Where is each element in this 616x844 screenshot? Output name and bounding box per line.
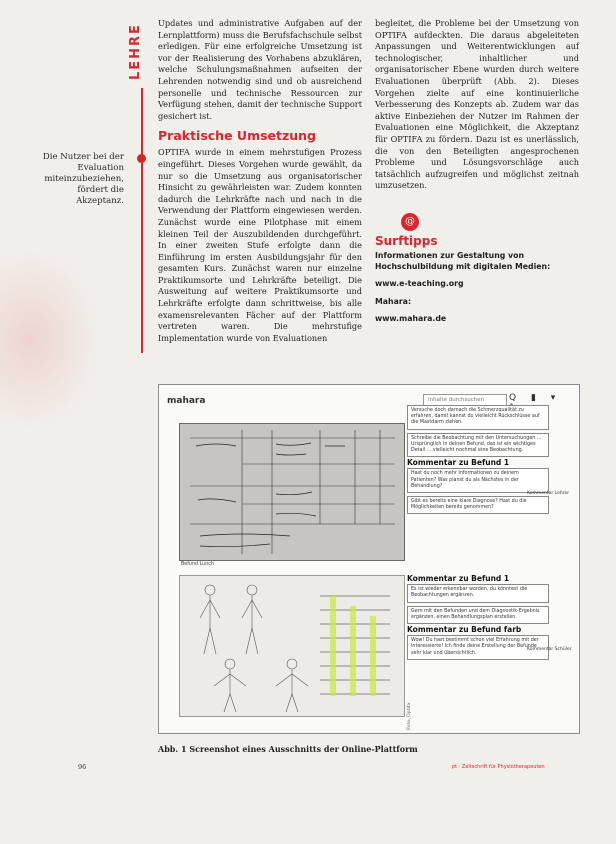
section-divider bbox=[141, 88, 143, 353]
annotation-teacher: Kommentar Lehrer bbox=[527, 491, 570, 496]
mahara-logo: mahara bbox=[167, 396, 206, 406]
comment-text: Hast du noch mehr Informationen zu deinem Patienten? Was planst du als Nächstes in der Behandlung? bbox=[411, 471, 519, 489]
comment-heading: Kommentar zu Befund 1 bbox=[407, 574, 510, 583]
annotation-student: Kommentar Schüler bbox=[527, 647, 572, 652]
comment-panel-top bbox=[407, 405, 549, 517]
comment-text-box bbox=[407, 496, 549, 514]
surftipps-title: Surftipps bbox=[375, 234, 438, 248]
search-input[interactable]: Inhalte durchsuchen bbox=[423, 394, 507, 407]
section-paragraph: OPTIFA wurde in einem mehrstufigen Prozess eingeführt. Dieses Vorgehen wurde gewählt, da nur so die Umsetzung aus organisatorischer Hinsicht zu gewährleisten war. Zudem konnten dadurch die Lehrkräfte nach und nach in die Verwendung der Plattform eingewiesen werden. Zunächst wurde eine Pilotphase mit einem kleinen Teil der Auszubildenden durchgeführt. In einer zweiten Stufe erfolgte dann die Einführung im ersten Ausbildungsjahr für den gesamten Kurs. Zunächst waren nur einzelne Praktikumsorte und Lehrkräfte beteiligt. Die Ausweitung auf weitere Praktikumsorte und Lehrkräfte erfolgte dann schrittweise, bis alle examensrelevanten Fächer auf der Plattform vertreten waren. Die mehrstufige Implementation wurde von Evaluationen bbox=[158, 147, 362, 343]
at-icon: @ bbox=[401, 213, 419, 231]
comment-text-box bbox=[407, 468, 549, 493]
surftipps-link-eteaching[interactable]: www.e-teaching.org bbox=[375, 279, 464, 288]
decorative-background bbox=[0, 250, 100, 430]
body-chart-image bbox=[179, 575, 405, 717]
scan-caption: Befund Lunch bbox=[181, 562, 214, 567]
comment-text: Schreibe die Beobachtung mit den Untersuchungen ... Ursprünglich in deinen Befund, das ist ein wichtiges Detail ... vielleicht nochmal eine Beobachtung. bbox=[411, 435, 542, 454]
surftipps-link-mahara[interactable]: www.mahara.de bbox=[375, 314, 447, 323]
scanned-form-drawing bbox=[180, 424, 404, 560]
comment-text-box bbox=[407, 584, 549, 602]
intro-paragraph: Updates und administrative Aufgaben auf der Lernplattform) muss die Berufsfachschule selbst erledigen. Für eine erfolgreiche Umsetzung ist vor der Realisierung des Vorhabens abzuklären, welche Schulungsmaßnahmen aufseiten der Lehrenden notwendig sind und ob ausreichend personelle und technische Ressourcen zur Verfügung stehen, damit der technische Support gesichert ist. bbox=[158, 18, 362, 121]
page-number: 96 bbox=[78, 763, 87, 771]
section-heading: Praktische Umsetzung bbox=[158, 128, 317, 144]
photo-credit: Foto: Optifa bbox=[407, 702, 412, 730]
comment-text-box bbox=[407, 606, 549, 624]
margin-note: Die Nutzer bei der Evaluation miteinzubeziehen, fördert die Akzeptanz. bbox=[42, 152, 124, 206]
margin-note-marker bbox=[137, 154, 146, 163]
text-column-right bbox=[375, 18, 579, 192]
toolbar-icons[interactable]: Q ▮ ▾ bbox=[509, 393, 562, 403]
surftipps-intro: Informationen zur Gestaltung von Hochschulbildung mit digitalen Medien: bbox=[375, 251, 551, 271]
comment-text-box bbox=[407, 405, 549, 430]
comment-heading: Kommentar zu Befund 1 bbox=[407, 458, 510, 468]
comment-text: Wow! Du hast bestimmt schon viel Erfahrung mit der Interessierte! Ich finde deine Erstellung der Befunde sehr klar und übersichtlich. bbox=[411, 638, 539, 656]
platform-screenshot bbox=[158, 384, 580, 734]
comment-text: Es ist wieder erkennbar worden, du könntest die Beobachtungen ergänzen. bbox=[411, 587, 528, 599]
comment-text: Versuche doch darnach die Schmerzqualität zu erfahren, damit kannst du vielleicht Rückschlüsse auf die Mastdarm ziehen. bbox=[411, 408, 540, 426]
right-paragraph: begleitet, die Probleme bei der Umsetzung von OPTIFA aufdeckten. Die daraus abgeleiteten Anpassungen und Weiterentwicklungen auf technologischer, inhaltlicher und organisatorischer Ebene wurden durch weitere Evaluationen überprüft (Abb. 2). Dieses Vorgehen zielte auf eine kontinuierliche Verbesserung des Konzepts ab. Zudem war das aktive Einbeziehen der Nutzer im Rahmen der Evaluationen eine Möglichkeit, die Akzeptanz für OPTIFA zu fördern. Dazu ist es unerlässlich, die von den Beteiligten angesprochenen Probleme und Lösungsvorschläge auch tatsächlich aufzugreifen und möglichst zeitnah umzusetzen. bbox=[375, 18, 579, 191]
text-column-left bbox=[158, 18, 362, 344]
section-label: LEHRE bbox=[128, 23, 143, 80]
figure-caption: Abb. 1 Screenshot eines Ausschnitts der Online-Plattform bbox=[158, 744, 418, 754]
comment-heading: Kommentar zu Befund farb bbox=[407, 625, 522, 635]
body-chart-drawing bbox=[180, 576, 404, 716]
comment-text: Gern mit den Befunden und dem Diagnostik-Ergebnis ergänzen, einen Behandlungsplan erstellen. bbox=[411, 608, 540, 620]
surftipps-box bbox=[375, 234, 579, 332]
comment-text: Gibt es bereits eine klare Diagnose? Hast du die Möglichkeiten bereits genommen? bbox=[411, 499, 527, 511]
journal-footer: pt · Zeitschrift für Physiotherapeuten bbox=[452, 764, 545, 770]
scanned-form-image bbox=[179, 423, 405, 561]
comment-text-box bbox=[407, 433, 549, 458]
surftipps-mahara-label: Mahara: bbox=[375, 297, 412, 306]
